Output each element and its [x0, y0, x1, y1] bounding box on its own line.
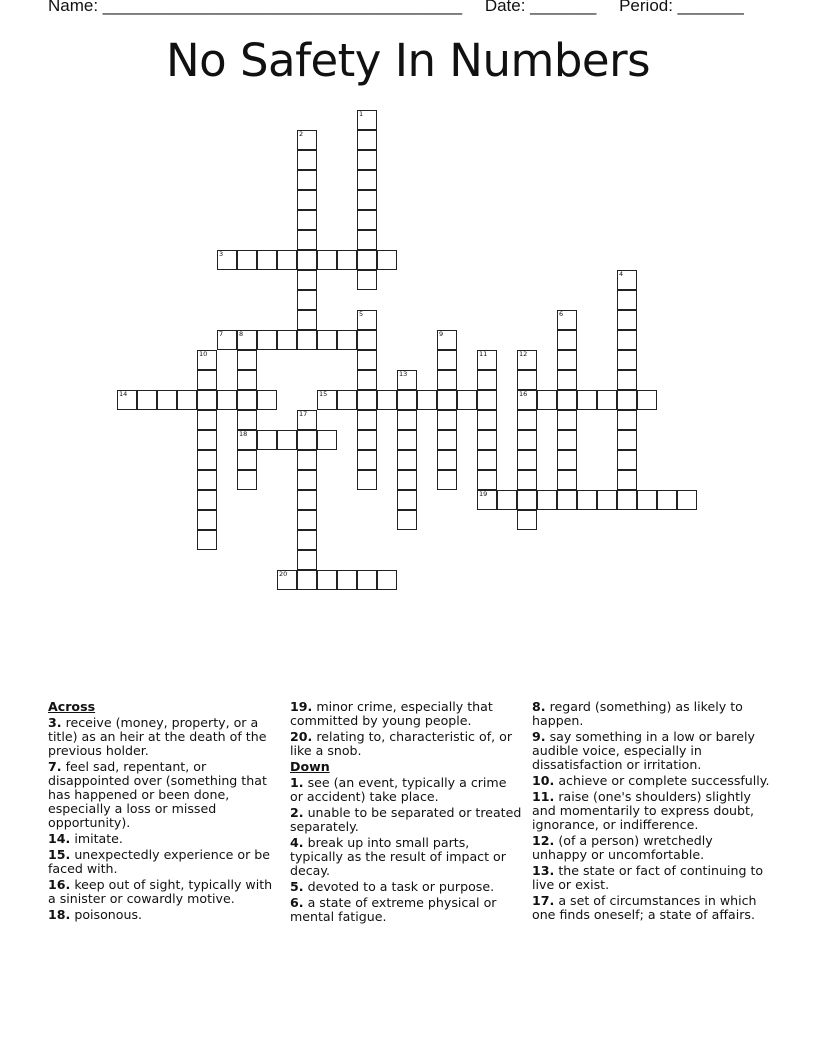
grid-cell[interactable] — [437, 410, 457, 430]
grid-cell[interactable] — [577, 490, 597, 510]
grid-cell[interactable] — [617, 390, 637, 410]
grid-cell[interactable] — [377, 250, 397, 270]
grid-cell[interactable] — [657, 490, 677, 510]
grid-cell[interactable] — [617, 310, 637, 330]
grid-cell[interactable] — [397, 510, 417, 530]
down-clue-4: 4. break up into small parts, typically as the result of impact or decay. — [290, 835, 506, 878]
grid-cell[interactable] — [357, 190, 377, 210]
clue-number: 16 — [519, 390, 528, 398]
grid-cell[interactable] — [357, 250, 377, 270]
grid-cell[interactable] — [197, 410, 217, 430]
clue-number: 9 — [439, 330, 444, 338]
grid-cell[interactable] — [257, 390, 277, 410]
grid-cell[interactable] — [517, 450, 537, 470]
grid-cell[interactable] — [397, 450, 417, 470]
grid-cell[interactable] — [177, 390, 197, 410]
grid-cell[interactable] — [377, 570, 397, 590]
grid-cell[interactable] — [277, 430, 297, 450]
grid-cell[interactable] — [277, 250, 297, 270]
grid-cell[interactable] — [297, 510, 317, 530]
down-clue-2: 2. unable to be separated or treated separately. — [290, 805, 522, 834]
grid-cell[interactable] — [517, 490, 537, 510]
across-clue-19: 19. minor crime, especially that committed by young people. — [290, 699, 493, 728]
grid-cell[interactable] — [517, 410, 537, 430]
clue-number: 6 — [559, 310, 564, 318]
grid-cell[interactable] — [237, 350, 257, 370]
grid-cell[interactable] — [437, 330, 457, 350]
grid-cell[interactable] — [357, 110, 377, 130]
grid-cell[interactable] — [257, 430, 277, 450]
down-clue-13: 13. the state or fact of continuing to live or exist. — [532, 863, 764, 892]
grid-cell[interactable] — [257, 250, 277, 270]
clues-column-1 — [48, 700, 278, 924]
grid-cell[interactable] — [357, 390, 377, 410]
grid-cell[interactable] — [477, 470, 497, 490]
clue-number: 20 — [279, 570, 288, 578]
grid-cell[interactable] — [297, 230, 317, 250]
clue-number: 15 — [319, 390, 328, 398]
clue-number: 14 — [119, 390, 128, 398]
grid-cell[interactable] — [517, 470, 537, 490]
grid-cell[interactable] — [297, 410, 317, 430]
grid-cell[interactable] — [197, 450, 217, 470]
grid-cell[interactable] — [557, 370, 577, 390]
grid-cell[interactable] — [297, 310, 317, 330]
grid-cell[interactable] — [517, 370, 537, 390]
across-clue-3: 3. receive (money, property, or a title) as an heir at the death of the previous holder. — [48, 715, 267, 758]
grid-cell[interactable] — [477, 370, 497, 390]
clue-number: 1 — [359, 110, 364, 118]
grid-cell[interactable] — [357, 370, 377, 390]
clue-number: 3 — [219, 250, 224, 258]
grid-cell[interactable] — [617, 290, 637, 310]
grid-cell[interactable] — [197, 530, 217, 550]
grid-cell[interactable] — [677, 490, 697, 510]
name-field[interactable]: Name: ______________________________________ — [48, 0, 463, 15]
grid-cell[interactable] — [357, 310, 377, 330]
grid-cell[interactable] — [217, 250, 237, 270]
grid-cell[interactable] — [337, 330, 357, 350]
grid-cell[interactable] — [637, 490, 657, 510]
down-clue-5: 5. devoted to a task or purpose. — [290, 879, 495, 894]
grid-cell[interactable] — [357, 430, 377, 450]
grid-cell[interactable] — [297, 330, 317, 350]
grid-cell[interactable] — [237, 430, 257, 450]
grid-cell[interactable] — [617, 370, 637, 390]
grid-cell[interactable] — [297, 150, 317, 170]
grid-cell[interactable] — [397, 390, 417, 410]
grid-cell[interactable] — [317, 330, 337, 350]
grid-cell[interactable] — [477, 410, 497, 430]
across-clue-16: 16. keep out of sight, typically with a sinister or cowardly motive. — [48, 877, 273, 906]
grid-cell[interactable] — [237, 450, 257, 470]
grid-cell[interactable] — [517, 390, 537, 410]
grid-cell[interactable] — [297, 250, 317, 270]
across-clue-20: 20. relating to, characteristic of, or like a snob. — [290, 729, 513, 758]
student-info-line — [48, 0, 788, 16]
grid-cell[interactable] — [617, 270, 637, 290]
grid-cell[interactable] — [357, 150, 377, 170]
down-clue-12: 12. (of a person) wretchedly unhappy or uncomfortable. — [532, 833, 713, 862]
grid-cell[interactable] — [417, 390, 437, 410]
clue-number: 5 — [359, 310, 364, 318]
grid-cell[interactable] — [197, 470, 217, 490]
grid-cell[interactable] — [317, 250, 337, 270]
clue-number: 13 — [399, 370, 408, 378]
grid-cell[interactable] — [237, 330, 257, 350]
grid-cell[interactable] — [377, 390, 397, 410]
grid-cell[interactable] — [297, 190, 317, 210]
grid-cell[interactable] — [357, 570, 377, 590]
grid-cell[interactable] — [437, 370, 457, 390]
grid-cell[interactable] — [157, 390, 177, 410]
clue-number: 19 — [479, 490, 488, 498]
across-heading: Across — [48, 699, 96, 714]
grid-cell[interactable] — [237, 410, 257, 430]
clues-column-3 — [532, 700, 770, 924]
grid-cell[interactable] — [357, 470, 377, 490]
across-clue-7: 7. feel sad, repentant, or disappointed over (something that has happened or been done, especially a loss or missed opportunity). — [48, 759, 267, 830]
clue-number: 12 — [519, 350, 528, 358]
grid-cell[interactable] — [397, 430, 417, 450]
grid-cell[interactable] — [557, 450, 577, 470]
grid-cell[interactable] — [357, 130, 377, 150]
grid-cell[interactable] — [297, 450, 317, 470]
grid-cell[interactable] — [257, 330, 277, 350]
grid-cell[interactable] — [297, 290, 317, 310]
grid-cell[interactable] — [437, 450, 457, 470]
clue-number: 10 — [199, 350, 208, 358]
down-clue-9: 9. say something in a low or barely audible voice, especially in dissatisfaction or irritation. — [532, 729, 755, 772]
grid-cell[interactable] — [437, 390, 457, 410]
grid-cell[interactable] — [617, 330, 637, 350]
grid-cell[interactable] — [297, 210, 317, 230]
grid-cell[interactable] — [277, 330, 297, 350]
grid-cell[interactable] — [357, 210, 377, 230]
grid-cell[interactable] — [357, 450, 377, 470]
grid-cell[interactable] — [477, 390, 497, 410]
grid-cell[interactable] — [317, 430, 337, 450]
down-clue-17: 17. a set of circumstances in which one finds oneself; a state of affairs. — [532, 893, 757, 922]
grid-cell[interactable] — [557, 490, 577, 510]
grid-cell[interactable] — [357, 350, 377, 370]
clue-number: 11 — [479, 350, 488, 358]
grid-cell[interactable] — [357, 330, 377, 350]
grid-cell[interactable] — [397, 470, 417, 490]
grid-cell[interactable] — [597, 390, 617, 410]
down-clue-6: 6. a state of extreme physical or mental fatigue. — [290, 895, 497, 924]
down-clue-1: 1. see (an event, typically a crime or accident) take place. — [290, 775, 507, 804]
grid-cell[interactable] — [557, 430, 577, 450]
grid-cell[interactable] — [517, 430, 537, 450]
grid-cell[interactable] — [117, 390, 137, 410]
grid-cell[interactable] — [397, 490, 417, 510]
grid-cell[interactable] — [297, 170, 317, 190]
grid-cell[interactable] — [297, 490, 317, 510]
grid-cell[interactable] — [437, 350, 457, 370]
grid-cell[interactable] — [297, 430, 317, 450]
grid-cell[interactable] — [397, 370, 417, 390]
grid-cell[interactable] — [357, 270, 377, 290]
grid-cell[interactable] — [197, 510, 217, 530]
grid-cell[interactable] — [357, 170, 377, 190]
grid-cell[interactable] — [197, 350, 217, 370]
down-heading: Down — [290, 759, 330, 774]
clues-column-2 — [290, 700, 522, 926]
grid-cell[interactable] — [557, 390, 577, 410]
grid-cell[interactable] — [197, 390, 217, 410]
grid-cell[interactable] — [537, 390, 557, 410]
grid-cell[interactable] — [477, 490, 497, 510]
grid-cell[interactable] — [557, 310, 577, 330]
down-clue-8: 8. regard (something) as likely to happen. — [532, 699, 743, 728]
across-clue-14: 14. imitate. — [48, 831, 123, 846]
down-clue-10: 10. achieve or complete successfully. — [532, 773, 770, 788]
grid-cell[interactable] — [617, 450, 637, 470]
grid-cell[interactable] — [497, 490, 517, 510]
grid-cell[interactable] — [537, 490, 557, 510]
grid-cell[interactable] — [237, 370, 257, 390]
grid-cell[interactable] — [197, 430, 217, 450]
grid-cell[interactable] — [317, 570, 337, 590]
clue-number: 8 — [239, 330, 244, 338]
grid-cell[interactable] — [617, 350, 637, 370]
grid-cell[interactable] — [357, 410, 377, 430]
grid-cell[interactable] — [577, 390, 597, 410]
grid-cell[interactable] — [297, 270, 317, 290]
grid-cell[interactable] — [477, 450, 497, 470]
across-clue-15: 15. unexpectedly experience or be faced with. — [48, 847, 271, 876]
grid-cell[interactable] — [617, 490, 637, 510]
grid-cell[interactable] — [337, 390, 357, 410]
across-clue-18: 18. poisonous. — [48, 907, 143, 922]
down-clue-11: 11. raise (one's shoulders) slightly and momentarily to express doubt, ignorance, or indifference. — [532, 789, 754, 832]
grid-cell[interactable] — [557, 330, 577, 350]
grid-cell[interactable] — [617, 430, 637, 450]
grid-cell[interactable] — [637, 390, 657, 410]
clue-number: 7 — [219, 330, 224, 338]
grid-cell[interactable] — [437, 430, 457, 450]
grid-cell[interactable] — [217, 330, 237, 350]
grid-cell[interactable] — [297, 550, 317, 570]
grid-cell[interactable] — [517, 510, 537, 530]
clue-number: 4 — [619, 270, 624, 278]
clue-number: 18 — [239, 430, 248, 438]
grid-cell[interactable] — [297, 130, 317, 150]
grid-cell[interactable] — [397, 410, 417, 430]
grid-cell[interactable] — [517, 350, 537, 370]
grid-cell[interactable] — [197, 490, 217, 510]
period-field[interactable]: Period: _______ — [619, 0, 744, 15]
grid-cell[interactable] — [297, 470, 317, 490]
grid-cell[interactable] — [557, 470, 577, 490]
date-field[interactable]: Date: _______ — [484, 0, 597, 15]
grid-cell[interactable] — [237, 250, 257, 270]
grid-cell[interactable] — [337, 250, 357, 270]
clue-number: 2 — [299, 130, 304, 138]
grid-cell[interactable] — [197, 370, 217, 390]
grid-cell[interactable] — [297, 570, 317, 590]
clue-number: 17 — [299, 410, 308, 418]
grid-cell[interactable] — [437, 470, 457, 490]
grid-cell[interactable] — [597, 490, 617, 510]
grid-cell[interactable] — [477, 350, 497, 370]
grid-cell[interactable] — [557, 350, 577, 370]
grid-cell[interactable] — [237, 390, 257, 410]
grid-cell[interactable] — [277, 570, 297, 590]
grid-cell[interactable] — [477, 430, 497, 450]
grid-cell[interactable] — [217, 390, 237, 410]
grid-cell[interactable] — [557, 410, 577, 430]
grid-cell[interactable] — [237, 470, 257, 490]
grid-cell[interactable] — [617, 410, 637, 430]
grid-cell[interactable] — [137, 390, 157, 410]
page-title: No Safety In Numbers — [165, 34, 651, 87]
grid-cell[interactable] — [457, 390, 477, 410]
grid-cell[interactable] — [337, 570, 357, 590]
grid-cell[interactable] — [317, 390, 337, 410]
grid-cell[interactable] — [297, 530, 317, 550]
grid-cell[interactable] — [617, 470, 637, 490]
grid-cell[interactable] — [357, 230, 377, 250]
